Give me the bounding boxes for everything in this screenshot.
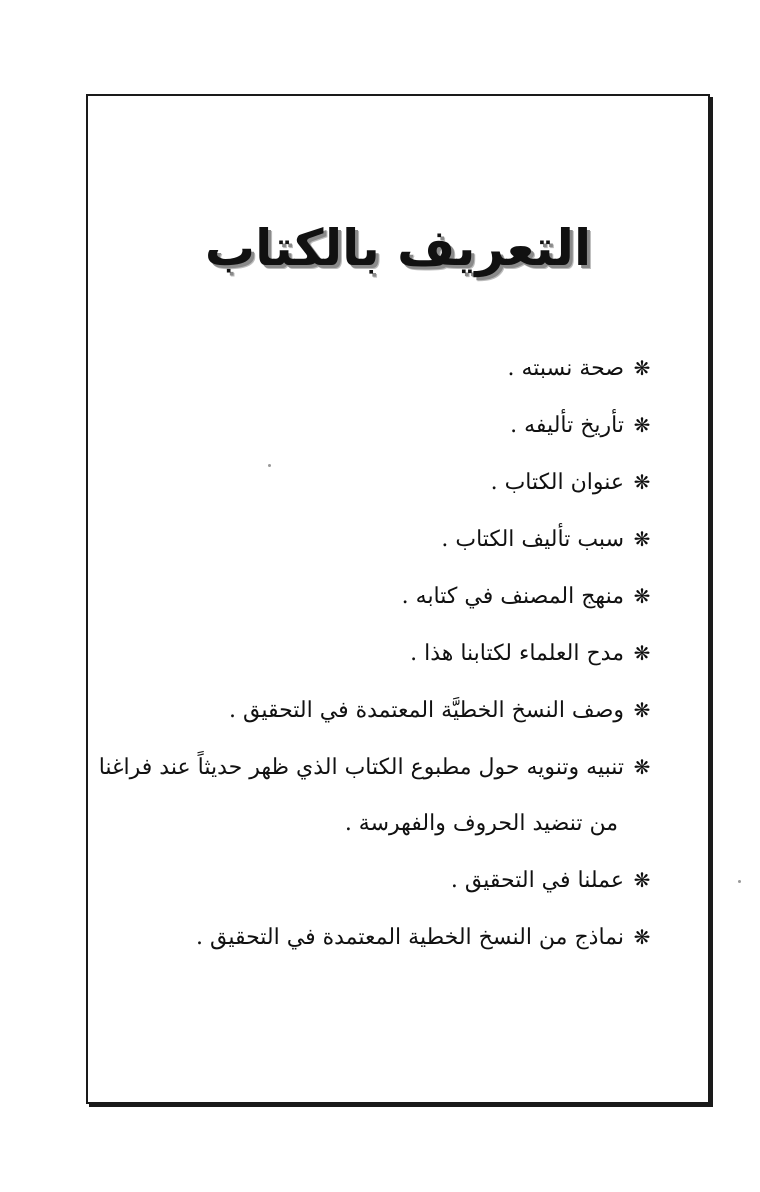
list-item	[94, 454, 654, 511]
list-item	[94, 682, 654, 739]
list-item-text: تأريخ تأليفه .	[510, 413, 624, 438]
list-item	[94, 397, 654, 454]
list-item-text: وصف النسخ الخطيَّة المعتمدة في التحقيق .	[228, 698, 624, 723]
list-item	[94, 909, 654, 966]
list-item-text: مدح العلماء لكتابنا هذا .	[410, 641, 624, 666]
asterisk-bullet-icon: ❋	[633, 868, 651, 892]
contents-list	[94, 340, 654, 966]
list-item-text: تنبيه وتنويه حول مطبوع الكتاب الذي ظهر حديثاً عند فراغنا	[98, 755, 624, 780]
list-item	[94, 852, 654, 909]
asterisk-bullet-icon: ❋	[633, 584, 651, 608]
list-item-text: نماذج من النسخ الخطية المعتمدة في التحقيق .	[195, 925, 624, 950]
asterisk-bullet-icon: ❋	[633, 755, 651, 779]
list-item-text: سبب تأليف الكتاب .	[441, 527, 624, 552]
list-item-text: عملنا في التحقيق .	[450, 868, 624, 893]
list-item-text: صحة نسبته .	[507, 356, 624, 381]
asterisk-bullet-icon: ❋	[633, 641, 651, 665]
list-item	[94, 340, 654, 397]
list-item	[94, 739, 654, 852]
asterisk-bullet-icon: ❋	[633, 698, 651, 722]
list-item	[94, 511, 654, 568]
list-item-continuation: من تنضيد الحروف والفهرسة .	[344, 811, 618, 836]
asterisk-bullet-icon: ❋	[633, 356, 651, 380]
asterisk-bullet-icon: ❋	[633, 470, 651, 494]
asterisk-bullet-icon: ❋	[633, 413, 651, 437]
list-item	[94, 568, 654, 625]
list-item-text: منهج المصنف في كتابه .	[401, 584, 624, 609]
scan-speck	[738, 880, 741, 883]
asterisk-bullet-icon: ❋	[633, 925, 651, 949]
list-item-text: عنوان الكتاب .	[490, 470, 624, 495]
scan-speck	[268, 464, 271, 467]
page-title: التعريف بالكتاب	[204, 219, 592, 277]
asterisk-bullet-icon: ❋	[633, 527, 651, 551]
list-item	[94, 625, 654, 682]
